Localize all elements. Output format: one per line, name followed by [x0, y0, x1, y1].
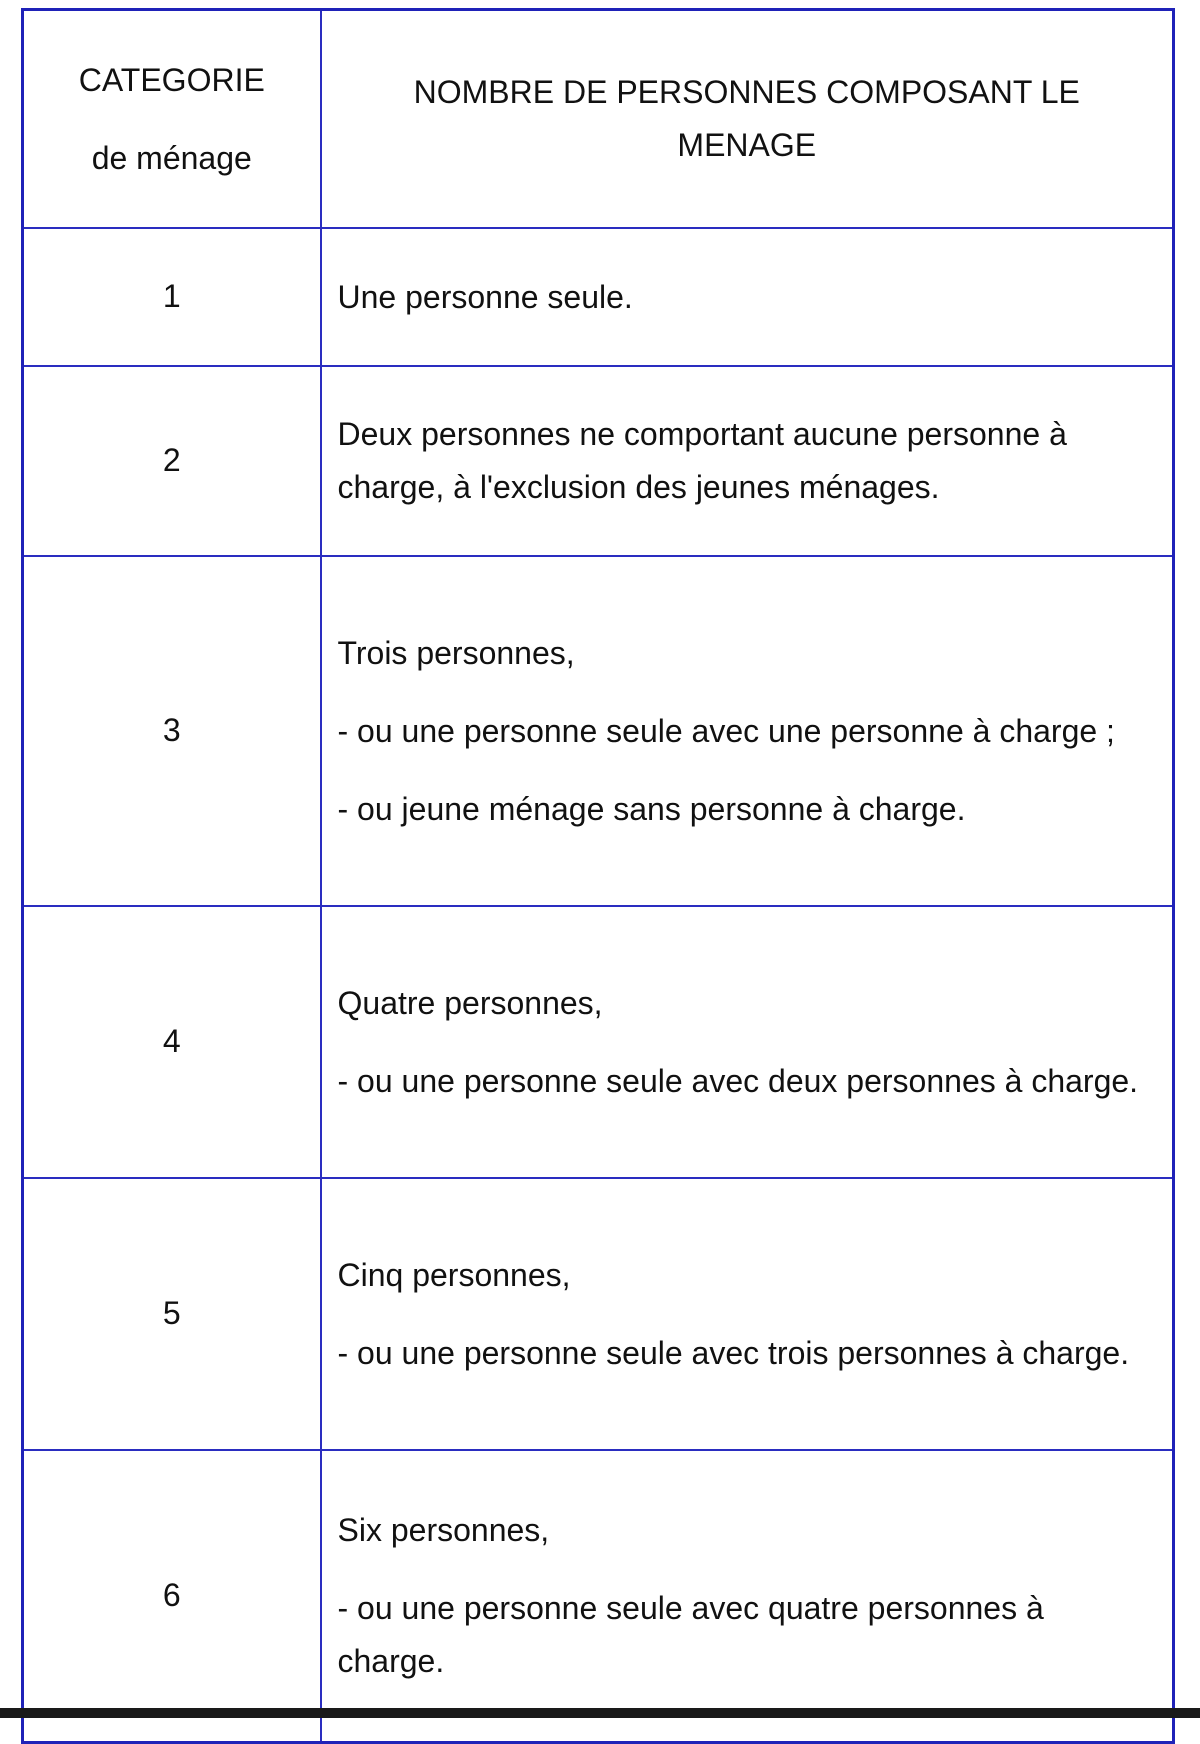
- composition-line: Une personne seule.: [337, 278, 633, 315]
- composition-line: - ou une personne seule avec trois personnes à charge.: [337, 1334, 1130, 1371]
- header-composition: NOMBRE DE PERSONNES COMPOSANT LE MENAGE: [321, 10, 1174, 229]
- composition-cell: [321, 1450, 1174, 1743]
- header-category: [23, 10, 321, 229]
- table-row: [23, 366, 1174, 556]
- category-number: 2: [23, 366, 321, 556]
- category-number: 1: [23, 228, 321, 366]
- composition-line: - ou une personne seule avec une personne à charge ;: [337, 712, 1115, 749]
- composition-line: Cinq personnes,: [337, 1256, 571, 1293]
- composition-cell: [321, 556, 1174, 906]
- bottom-edge-strip: [0, 1708, 1200, 1718]
- table-row: [23, 906, 1174, 1178]
- composition-cell: [321, 228, 1174, 366]
- composition-line: Six personnes,: [337, 1512, 550, 1548]
- table-row: [23, 1450, 1174, 1743]
- table-row: [23, 228, 1174, 366]
- composition-cell: [321, 1178, 1174, 1450]
- composition-line: - ou une personne seule avec deux personnes à charge.: [337, 1062, 1139, 1099]
- header-category-line1: CATEGORIE: [78, 62, 265, 98]
- category-number: 4: [23, 906, 321, 1178]
- category-number: 6: [23, 1450, 321, 1743]
- table-row: [23, 556, 1174, 906]
- composition-cell: [321, 906, 1174, 1178]
- composition-cell: [321, 366, 1174, 556]
- table-row: [23, 1178, 1174, 1450]
- composition-line: Deux personnes ne comportant aucune personne à charge, à l'exclusion des jeunes ménages.: [337, 416, 1067, 505]
- category-number: 3: [23, 556, 321, 906]
- composition-line: Trois personnes,: [337, 634, 575, 671]
- household-category-table: [21, 8, 1175, 1744]
- header-category-line2: de ménage: [91, 140, 252, 176]
- composition-line: - ou une personne seule avec quatre personnes à charge.: [337, 1590, 1044, 1679]
- composition-line: Quatre personnes,: [337, 984, 603, 1021]
- table-header-row: [23, 10, 1174, 229]
- category-number: 5: [23, 1178, 321, 1450]
- composition-line: - ou jeune ménage sans personne à charge.: [337, 790, 966, 827]
